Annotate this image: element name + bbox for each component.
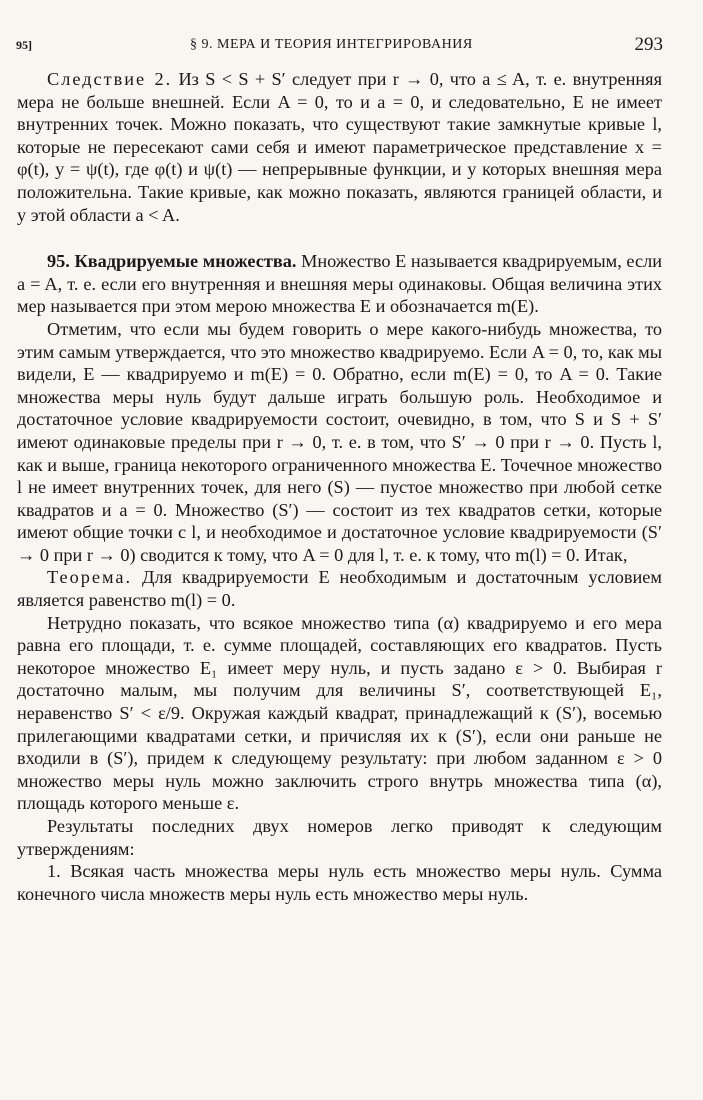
text-run: a ≤ A [482,69,526,89]
text-run: мерою множества E [215,296,372,317]
paragraph [17,318,662,567]
text-run: 95. Квадрируемые множества. [47,251,297,272]
text-run: r → 0 [276,431,322,452]
text-run: . [175,204,180,225]
text-run: . Пусть [589,431,653,452]
text-run: , т. е. если его внутренняя и внешняя меры одинаковы. Общая величина этих мер называется при этом [17,273,662,317]
text-run: (S′) [107,748,134,769]
paragraph-gap [17,226,662,250]
text-run: l [191,522,197,543]
text-run: внутренняя мера не больше внешней. [17,69,662,112]
text-run: m(E) = 0 [453,364,524,385]
text-run: l [379,544,385,565]
text-run: l [652,431,658,452]
text-run: r → 0 [392,69,439,89]
text-run: , т. е. [525,69,573,89]
text-run: Теорема. [47,567,133,588]
text-run: (S) [327,477,350,498]
text-run: не имеет внутренних точек. Можно показать, что существуют такие замкнутые кривые [17,91,662,135]
text-run: , и необходимое и достаточное условие квадрируемости [196,522,642,543]
text-run: при [504,431,545,452]
text-run: если [621,251,662,272]
text-run: m(l) = 0 [515,544,576,565]
text-run: ε > 0 [515,657,563,678]
paragraph [17,250,662,318]
text-run: E [480,454,492,475]
text-run: , восемью прилегающими квадратами сетки, и причисляя их к [17,703,662,746]
text-run: . Множество [162,499,273,520]
section-number: 95] [16,38,32,52]
text-run: , где [114,159,155,180]
text-run: Для квадрируемости E необходимым и достаточным условием является равенство m(l) = 0. [17,567,662,611]
text-run: имеют одинаковые пределы при [17,431,277,452]
text-run: Если [224,91,278,112]
text-run: называется [406,251,503,272]
paragraph [17,612,662,815]
text-run: , как и выше, граница некоторого ограниченного множества [17,431,662,475]
text-run: . Точечное множество [491,454,662,475]
text-run: , то и [323,91,378,112]
text-run: φ(t) [154,159,183,180]
text-run [132,567,142,587]
page-number: 293 [634,34,663,55]
text-run: Следствие 2. [47,69,173,89]
chapter-title: § 9. МЕРА И ТЕОРИЯ ИНТЕГРИРОВАНИЯ [190,37,473,52]
paragraph [17,815,662,860]
text-run: . Итак, [575,544,628,565]
text-run: и [584,409,612,430]
text-run: , неравенство [17,680,662,724]
text-run: , то [524,364,560,385]
text-run: a = A [17,273,58,294]
text-run: — состоит из тех квадратов сетки, которые имеют общие точки с [17,499,662,543]
page-body [17,68,662,905]
text-run: A = 0 [531,341,573,362]
text-run: — пустое множество при любой сетке квадратов и [17,477,662,520]
text-run: S′ < ε/9 [119,703,180,724]
paragraph [17,860,662,905]
text-run: . [534,296,539,317]
text-run: не имеет внутренних точек, для него [22,477,328,498]
text-run: r [655,657,662,678]
text-run: Множество E [301,251,407,272]
text-run: A = 0 [302,544,344,565]
text-run: x = φ(t), y = ψ(t) [17,136,662,180]
text-run: , т. е. в том, что [321,431,452,452]
text-run: достаточно малым, мы получим для величины [17,680,452,701]
text-run: m(E) [496,296,535,317]
text-run: и [182,159,204,180]
text-run: — непрерывные функции, и у которых внешняя мера положительна. Такие кривые, как можно показать, являются границей области, и у этой области [17,159,662,225]
text-run: 1. [47,861,71,882]
text-run: следует при [285,69,393,89]
text-run: , то, как мы видели, [17,341,662,385]
text-run: будут дальше играть большую роль. Необходимое и достаточное условие квадрируемости состоит, очевидно, в том, что [17,386,662,430]
text-run: , и следовательно, [419,91,573,112]
text-run: (S′) [272,499,299,520]
text-run: квадрируемым, [502,251,622,272]
text-run: сводится к тому, что [135,544,303,565]
text-run: S + S′ [611,409,662,430]
text-run: a = 0 [119,499,163,520]
text-run: — квадрируемо и [94,364,251,385]
text-run: , придем к следующему результату: [133,748,437,769]
text-run: (S′) [555,703,583,724]
text-run: E₁ [199,657,218,678]
text-run: l [17,477,23,498]
text-run: , которые не пересекают сами себя и имеют параметрическое представление [17,114,662,157]
text-run: E [572,91,584,112]
text-run: Из [172,69,206,89]
text-run: (S′ → 0 [17,522,662,565]
text-run: и обозначается [371,296,497,317]
text-run: S [574,409,585,430]
text-run: . Окружая каждый квадрат, принадлежащий к [179,703,556,724]
text-run: S′ → 0 [451,431,505,452]
text-run: Результаты последних двух номеров легко приводят к следующим утверждениям: [17,816,662,859]
paragraph [17,566,662,611]
text-run: S′ [451,680,466,701]
text-run: Всякая часть множества меры нуль есть множество меры нуль. Сумма конечного числа множеств меры нуль есть множество меры нуль. [17,861,663,904]
text-run: , что [438,69,483,89]
text-run: меры нуль [112,386,202,407]
running-header [14,34,663,58]
text-run: A = 0 [559,364,605,385]
text-run: A = 0 [277,91,324,112]
text-run: имеет меру нуль, и пусть задано [217,657,516,678]
text-run: (S′) [455,725,483,746]
text-run: . Такие множества [17,364,662,407]
text-run: E₁ [639,680,658,701]
text-run: Нетрудно показать, что всякое множество типа (α) квадрируемо и его мера равна его площади, т. е. сумме площадей, составляющих его квадратов. Пусть некоторое множество [17,612,662,678]
text-run: , т. е. к тому, что [384,544,516,565]
text-run: , соответствующей [465,680,640,701]
text-run: E [83,364,95,385]
text-run: . Обратно, если [321,364,454,385]
text-run: для [343,544,380,565]
text-run: r → 0) [86,544,136,565]
text-run: a < A [135,204,176,225]
paragraph [17,68,662,226]
text-run: m(E) = 0 [250,364,322,385]
text-run: при [49,544,87,565]
text-run: , если они раньше не входили в [17,725,662,769]
text-run: l [652,114,658,135]
text-run: S < S + S′ [205,69,286,89]
text-run: ψ(t) [203,159,233,180]
text-run: a = 0 [377,91,420,112]
text-run: . Выбирая [562,657,656,678]
text-run: r → 0 [544,431,590,452]
text-run: при любом заданном ε > 0 множество меры нуль можно заключить строго внутрь множества типа (α), площадь которого меньше ε. [17,748,662,814]
text-run: Отметим, что если мы будем говорить о мере какого-нибудь множества, то этим самым утверждается, что это множество квадрируемо. Если [17,318,662,362]
